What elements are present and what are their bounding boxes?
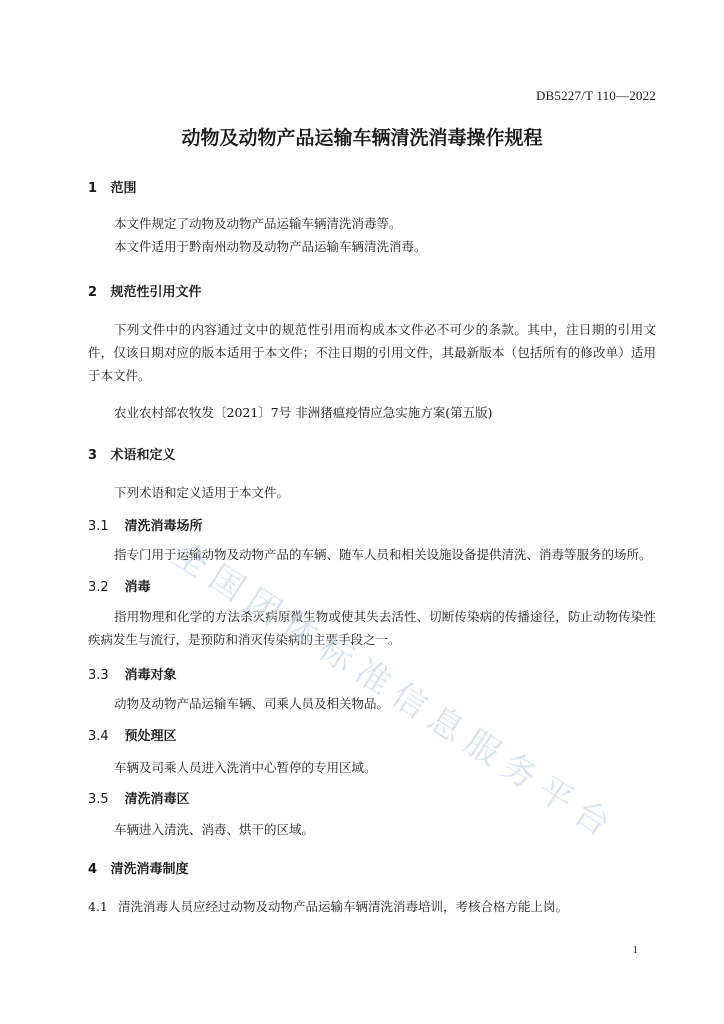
section-2-paragraph-1: 下列文件中的内容通过文中的规范性引用而构成本文件必不可少的条款。其中，注日期的引用文件，仅该日期对应的版本适用于本文件；不注日期的引用文件，其最新版本（包括所有的修改单）适用于本文件。 [88, 322, 656, 383]
section-3-number: 3 [88, 448, 98, 463]
section-4-heading [88, 858, 189, 877]
watermark-char: 体 [274, 604, 325, 657]
watermark-char: 息 [420, 698, 471, 751]
watermark-char: 平 [530, 769, 581, 822]
section-2-heading [88, 281, 202, 300]
watermark-char: 服 [457, 722, 508, 775]
section-4-title: 清洗消毒制度 [110, 862, 189, 877]
term-3-3-number: 3.3 [88, 668, 109, 683]
section-3-title: 术语和定义 [110, 448, 176, 463]
clause-4-1 [88, 897, 568, 915]
watermark-char: 准 [347, 651, 398, 704]
watermark-char: 全 [165, 534, 216, 587]
term-3-5-title: 清洗消毒区 [124, 792, 190, 807]
section-4-number: 4 [88, 862, 98, 877]
document-title: 动物及动物产品运输车辆清洗消毒操作规程 [181, 127, 543, 149]
section-2-number: 2 [88, 285, 98, 300]
term-3-3-title: 消毒对象 [124, 668, 177, 683]
watermark-char: 务 [493, 745, 544, 798]
watermark-char: 国 [201, 557, 252, 610]
term-3-2-title: 消毒 [124, 580, 151, 595]
watermark-char: 台 [566, 792, 617, 845]
term-3-5-definition: 车辆进入清洗、消毒、烘干的区域。 [114, 822, 315, 837]
term-3-5-heading [88, 788, 190, 807]
standard-code: DB5227/T 110—2022 [535, 88, 656, 103]
term-3-4-definition: 车辆及司乘人员进入洗消中心暂停的专用区域。 [114, 760, 377, 775]
section-3-intro: 下列术语和定义适用于本文件。 [114, 485, 290, 500]
term-3-3-definition: 动物及动物产品运输车辆、司乘人员及相关物品。 [114, 696, 390, 711]
term-3-4-title: 预处理区 [124, 729, 177, 744]
section-1-number: 1 [88, 181, 98, 196]
section-1-title: 范围 [110, 181, 137, 196]
section-1-paragraph-1: 本文件规定了动物及动物产品运输车辆清洗消毒等。 [114, 216, 402, 231]
term-3-1-definition: 指专门用于运输动物及动物产品的车辆、随车人员和相关设施设备提供清洗、消毒等服务的场所。 [114, 547, 652, 562]
term-3-1-title: 清洗消毒场所 [124, 519, 203, 534]
term-3-5-number: 3.5 [88, 792, 109, 807]
term-3-4-number: 3.4 [88, 729, 109, 744]
clause-4-1-text: 清洗消毒人员应经过动物及动物产品运输车辆清洗消毒培训，考核合格方能上岗。 [117, 899, 568, 914]
term-3-2-heading [88, 576, 151, 595]
page-number: 1 [632, 944, 638, 956]
section-2-title: 规范性引用文件 [110, 285, 202, 300]
watermark-char: 团 [238, 581, 289, 634]
section-1-paragraph-2: 本文件适用于黔南州动物及动物产品运输车辆清洗消毒。 [114, 239, 427, 254]
term-3-1-number: 3.1 [88, 519, 109, 534]
term-3-3-heading [88, 664, 177, 683]
section-2-reference-1: 农业农村部农牧发〔2021〕7号 非洲猪瘟疫情应急实施方案(第五版) [114, 405, 493, 420]
watermark-char: 信 [384, 675, 435, 728]
section-3-heading [88, 444, 176, 463]
term-3-2-definition: 指用物理和化学的方法杀灭病原微生物或使其失去活性、切断传染病的传播途径，防止动物传染性疾病发生与流行，是预防和消灭传染病的主要手段之一。 [88, 609, 656, 647]
term-3-4-heading [88, 725, 177, 744]
term-3-2-number: 3.2 [88, 580, 109, 595]
section-1-heading [88, 177, 137, 196]
watermark-char: 标 [311, 628, 362, 681]
clause-4-1-number: 4.1 [88, 899, 108, 914]
term-3-1-heading [88, 515, 203, 534]
